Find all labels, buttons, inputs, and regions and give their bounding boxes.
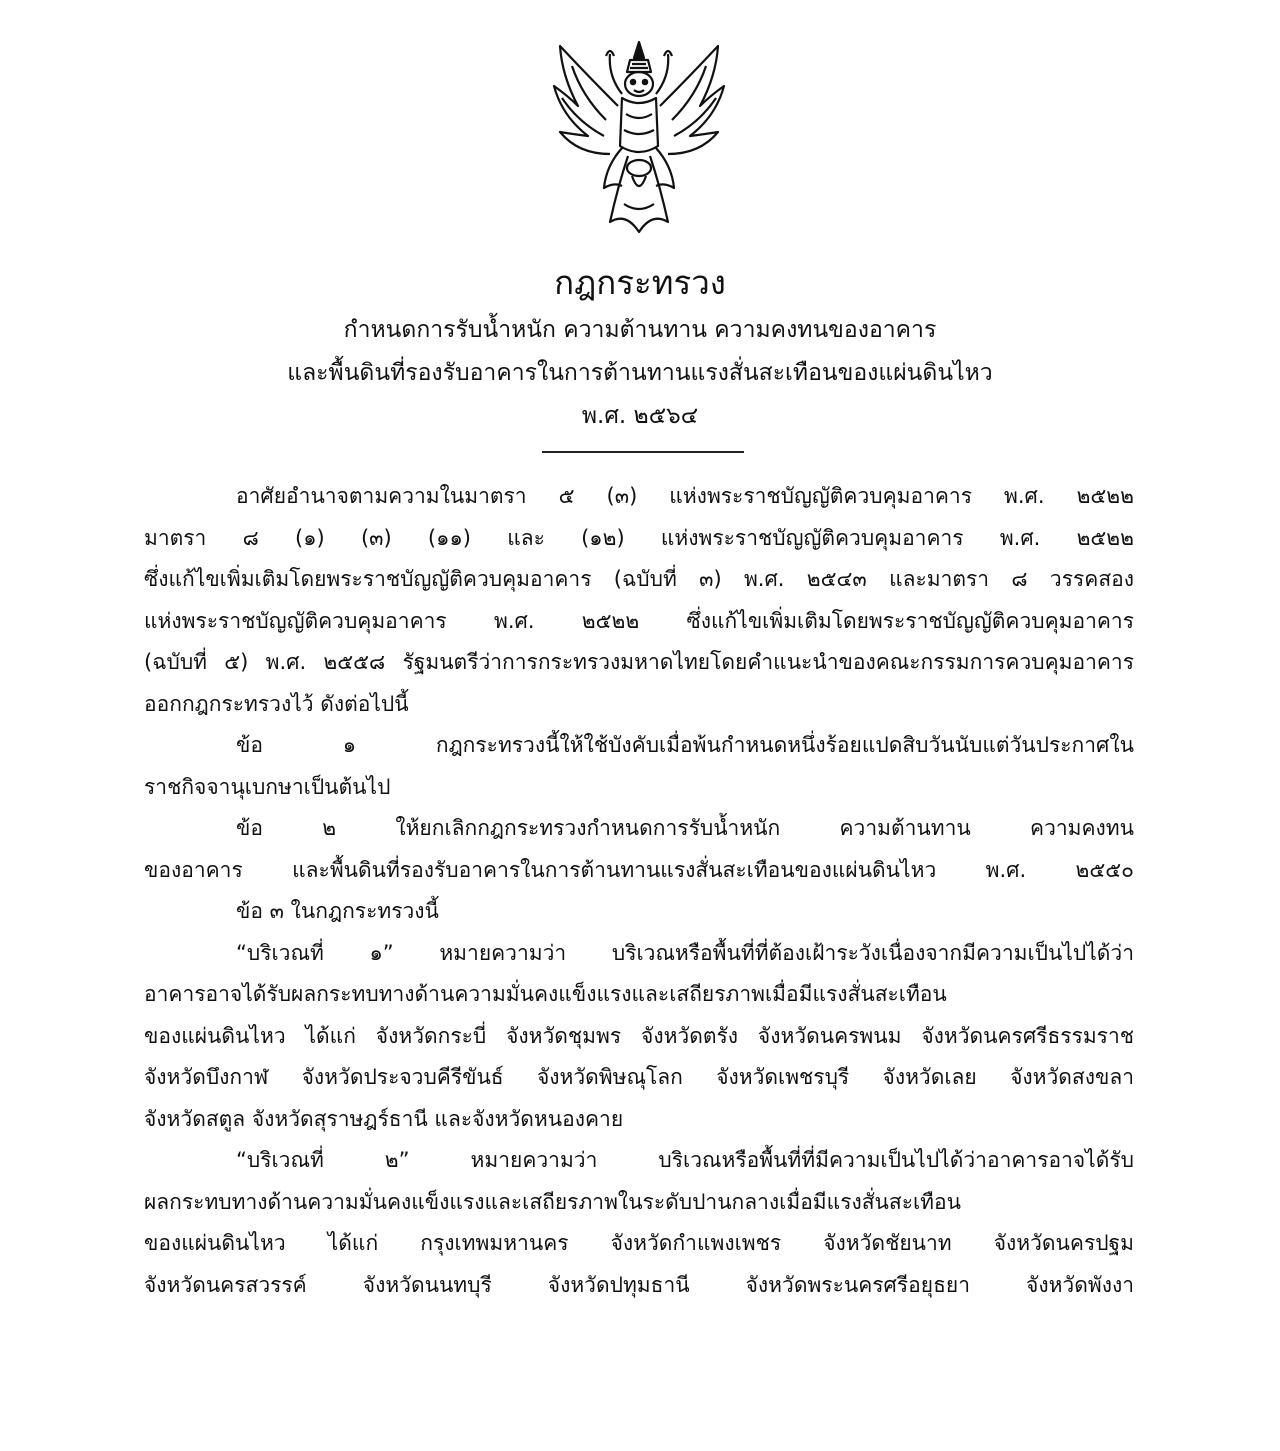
zone-1-definition-line: ของแผ่นดินไหว ได้แก่ จังหวัดกระบี่ จังหวัดชุมพร จังหวัดตรัง จังหวัดนครพนม จังหวัดนครศรีธรรมราช (144, 1023, 1134, 1048)
preamble-line: มาตรา ๘ (๑) (๓) (๑๑) และ (๑๒) แห่งพระราชบัญญัติควบคุมอาคาร พ.ศ. ๒๕๒๒ (144, 525, 1134, 550)
preamble-line: ซึ่งแก้ไขเพิ่มเติมโดยพระราชบัญญัติควบคุมอาคาร (ฉบับที่ ๓) พ.ศ. ๒๕๔๓ และมาตรา ๘ วรรคสอง (144, 567, 1134, 591)
subtitle-line-1: กำหนดการรับน้ำหนัก ความต้านทาน ความคงทนของอาคาร (343, 317, 937, 343)
clause-3-line: ข้อ ๓ ในกฎกระทรวงนี้ (236, 899, 439, 923)
zone-1-definition-line: อาคารอาจได้รับผลกระทบทางด้านความมั่นคงแข็งแรงและเสถียรภาพเมื่อมีแรงสั่นสะเทือน (144, 982, 947, 1006)
zone-1-definition-line: จังหวัดบึงกาฬ จังหวัดประจวบคีรีขันธ์ จังหวัดพิษณุโลก จังหวัดเพชรบุรี จังหวัดเลย จังหวัดสงขลา (144, 1065, 1134, 1089)
zone-1-definition-line: “บริเวณที่ ๑” หมายความว่า บริเวณหรือพื้นที่ที่ต้องเฝ้าระวังเนื่องจากมีความเป็นไปได้ว่า (236, 940, 1134, 965)
preamble-line: ออกกฎกระทรวงไว้ ดังต่อไปนี้ (144, 691, 409, 716)
preamble-line: (ฉบับที่ ๕) พ.ศ. ๒๕๕๘ รัฐมนตรีว่าการกระทรวงมหาดไทยโดยคำแนะนำของคณะกรรมการควบคุมอาคาร (144, 650, 1134, 674)
document-title: กฎกระทรวง (554, 263, 726, 302)
zone-2-definition-line: “บริเวณที่ ๒” หมายความว่า บริเวณหรือพื้นที่ที่มีความเป็นไปได้ว่าอาคารอาจได้รับ (236, 1148, 1134, 1172)
clause-2-line: ของอาคาร และพื้นดินที่รองรับอาคารในการต้านทานแรงสั่นสะเทือนของแผ่นดินไหว พ.ศ. ๒๕๕๐ (144, 857, 1134, 882)
clause-1-line: ข้อ ๑ กฎกระทรวงนี้ให้ใช้บังคับเมื่อพ้นกำหนดหนึ่งร้อยแปดสิบวันนับแต่วันประกาศใน (236, 733, 1134, 757)
clause-1-line: ราชกิจจานุเบกษาเป็นต้นไป (144, 774, 391, 799)
clause-2-line: ข้อ ๒ ให้ยกเลิกกฎกระทรวงกำหนดการรับน้ำหนัก ความต้านทาน ความคงทน (236, 816, 1134, 840)
subtitle-line-2: และพื้นดินที่รองรับอาคารในการต้านทานแรงสั่นสะเทือนของแผ่นดินไหว (287, 360, 993, 386)
zone-2-definition-line: จังหวัดนครสวรรค์ จังหวัดนนทบุรี จังหวัดปทุมธานี จังหวัดพระนครศรีอยุธยา จังหวัดพังงา (144, 1272, 1134, 1297)
title-divider (542, 451, 744, 453)
garuda-emblem-icon (548, 36, 730, 236)
preamble-line: อาศัยอำนาจตามความในมาตรา ๕ (๓) แห่งพระราชบัญญัติควบคุมอาคาร พ.ศ. ๒๕๒๒ (236, 484, 1134, 508)
preamble-line: แห่งพระราชบัญญัติควบคุมอาคาร พ.ศ. ๒๕๒๒ ซึ่งแก้ไขเพิ่มเติมโดยพระราชบัญญัติควบคุมอาคาร (144, 608, 1134, 633)
document-body (144, 476, 1134, 1306)
zone-1-definition-line: จังหวัดสตูล จังหวัดสุราษฎร์ธานี และจังหวัดหนองคาย (144, 1106, 624, 1131)
zone-2-definition-line: ของแผ่นดินไหว ได้แก่ กรุงเทพมหานคร จังหวัดกำแพงเพชร จังหวัดชัยนาท จังหวัดนครปฐม (144, 1231, 1134, 1255)
zone-2-definition-line: ผลกระทบทางด้านความมั่นคงแข็งแรงและเสถียรภาพในระดับปานกลางเมื่อมีแรงสั่นสะเทือน (144, 1189, 961, 1214)
document-year: พ.ศ. ๒๕๖๔ (581, 403, 699, 429)
